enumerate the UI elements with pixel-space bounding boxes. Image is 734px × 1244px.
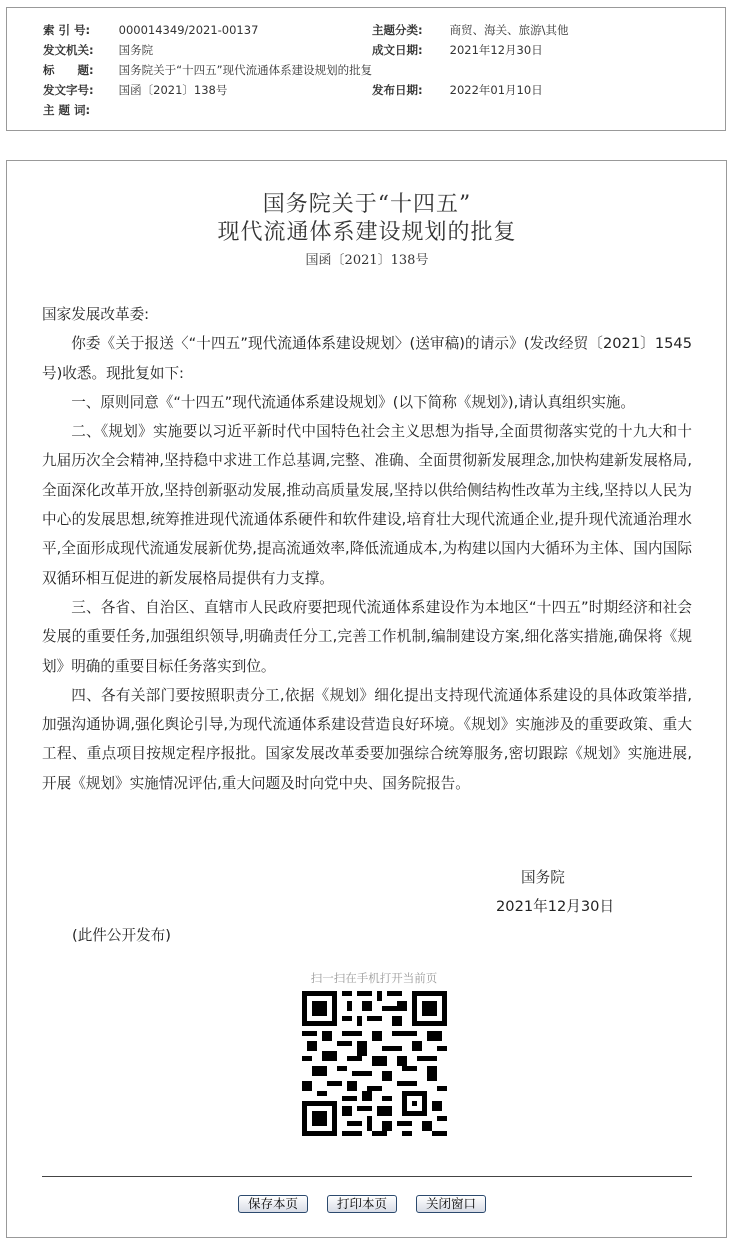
meta-label: 发文字号: bbox=[43, 83, 94, 97]
paragraph: 你委《关于报送〈“十四五”现代流通体系建设规划〉(送审稿)的请示》(发改经贸〔2021〕1545号)收悉。现批复如下: bbox=[42, 335, 692, 382]
print-page-button[interactable]: 打印本页 bbox=[327, 1195, 397, 1213]
meta-label: 发文机关: bbox=[43, 43, 94, 57]
meta-value: 国务院关于“十四五”现代流通体系建设规划的批复 bbox=[118, 63, 373, 77]
meta-value: 商贸、海关、旅游\其他 bbox=[449, 23, 569, 37]
meta-title bbox=[43, 63, 372, 77]
meta-label: 主题分类: bbox=[372, 23, 423, 37]
meta-label: 成文日期: bbox=[372, 43, 423, 57]
document-title-line1: 国务院关于“十四五” bbox=[262, 192, 472, 217]
qr-caption: 扫一扫在手机打开当前页 bbox=[310, 971, 438, 985]
meta-value: 国务院 bbox=[118, 43, 154, 57]
meta-index-no bbox=[43, 23, 258, 37]
close-window-button[interactable]: 关闭窗口 bbox=[416, 1195, 486, 1213]
meta-publish-date bbox=[372, 83, 543, 97]
meta-value: 000014349/2021-00137 bbox=[118, 23, 259, 37]
signature: 国务院 bbox=[521, 869, 565, 886]
meta-value: 2021年12月30日 bbox=[449, 43, 543, 57]
meta-category bbox=[372, 23, 569, 37]
document-body bbox=[42, 300, 692, 798]
salutation: 国家发展改革委: bbox=[42, 306, 150, 323]
divider bbox=[42, 1176, 692, 1177]
paragraph: 四、各有关部门要按照职责分工,依据《规划》细化提出支持现代流通体系建设的具体政策举措,加强沟通协调,强化舆论引导,为现代流通体系建设营造良好环境。《规划》实施涉及的重要政策、重大工程、重点项目按规定程序报批。国家发展改革委要加强综合统筹服务,密切跟踪《规划》实施进展,开展《规划》实施情况评估,重大问题及时向党中央、国务院报告。 bbox=[42, 686, 692, 792]
meta-doc-no bbox=[43, 83, 227, 97]
meta-label: 主 题 词: bbox=[43, 103, 91, 117]
meta-label: 标 题: bbox=[43, 63, 94, 77]
public-note: (此件公开发布) bbox=[72, 927, 171, 944]
sign-date: 2021年12月30日 bbox=[496, 898, 615, 915]
document-number: 国函〔2021〕138号 bbox=[305, 253, 429, 268]
qr-code-icon bbox=[302, 991, 447, 1136]
paragraph: 一、原则同意《“十四五”现代流通体系建设规划》(以下简称《规划》),请认真组织实施。 bbox=[71, 393, 636, 411]
document-title-line2: 现代流通体系建设规划的批复 bbox=[217, 220, 517, 245]
paragraph: 二、《规划》实施要以习近平新时代中国特色社会主义思想为指导,全面贯彻落实党的十九大和十九届历次全会精神,坚持稳中求进工作总基调,完整、准确、全面贯彻新发展理念,加快构建新发展格局,全面深化改革开放,坚持创新驱动发展,推动高质量发展,坚持以供给侧结构性改革为主线,坚持以人民为中心的发展思想,统筹推进现代流通体系硬件和软件建设,培育壮大现代流通企业,提升现代流通治理水平,全面形成现代流通发展新优势,提高流通效率,降低流通成本,为构建以国内大循环为主体、国内国际双循环相互促进的新发展格局提供有力支撑。 bbox=[42, 423, 692, 587]
meta-keywords bbox=[43, 103, 119, 117]
meta-label: 索 引 号: bbox=[43, 23, 91, 37]
paragraph: 三、各省、自治区、直辖市人民政府要把现代流通体系建设作为本地区“十四五”时期经济和社会发展的重要任务,加强组织领导,明确责任分工,完善工作机制,编制建设方案,细化落实措施,确保将《规划》明确的重要目标任务落实到位。 bbox=[42, 598, 692, 675]
meta-issuer bbox=[43, 43, 153, 57]
meta-value: 2022年01月10日 bbox=[449, 83, 543, 97]
save-page-button[interactable]: 保存本页 bbox=[238, 1195, 308, 1213]
meta-label: 发布日期: bbox=[372, 83, 423, 97]
meta-written-date bbox=[372, 43, 543, 57]
meta-value: 国函〔2021〕138号 bbox=[118, 83, 228, 97]
